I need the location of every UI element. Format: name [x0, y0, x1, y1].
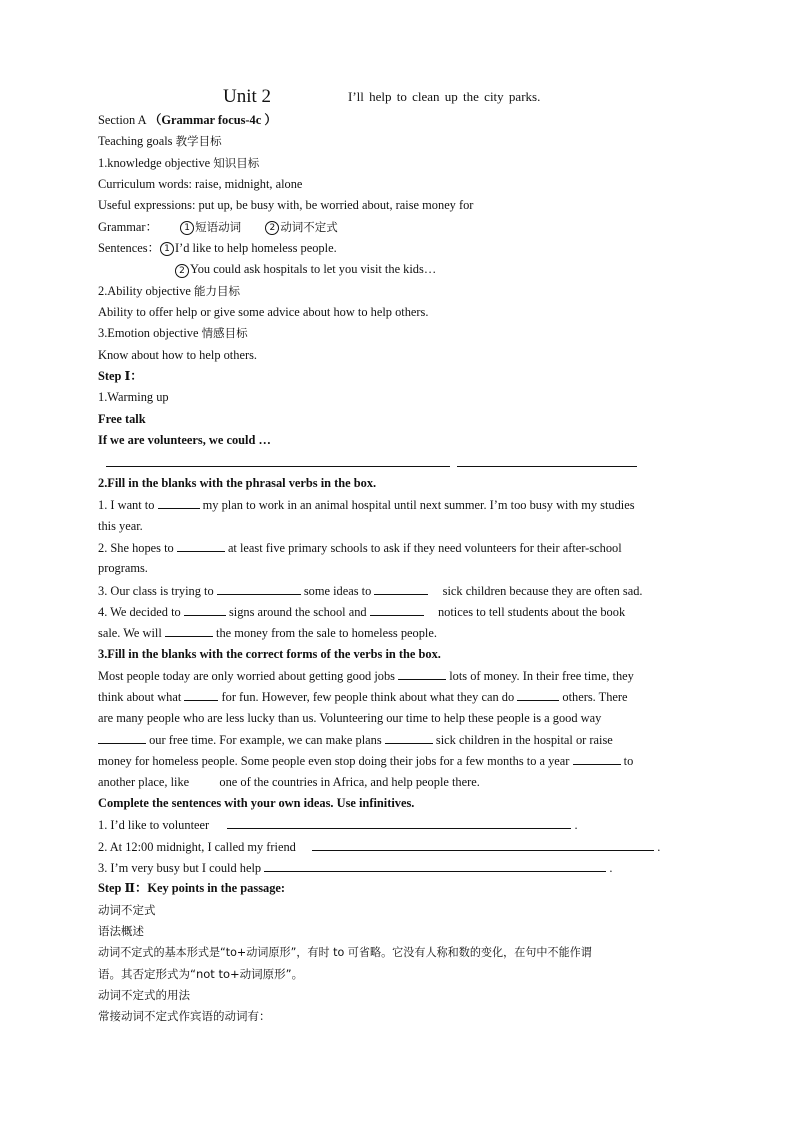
ex3-text: one of the countries in Africa, and help people there.	[219, 774, 480, 789]
circled-number: 1	[160, 242, 174, 256]
ex4-text: 3. I’m very busy but I could help	[98, 861, 262, 876]
period: .	[657, 839, 661, 854]
title-row	[98, 84, 708, 110]
period: .	[609, 861, 613, 876]
unit-title: Unit 2	[223, 86, 272, 107]
step-2-heading: Step Ⅱ：Key points in the passage:	[98, 881, 286, 896]
knowledge-label: 1.knowledge objective	[98, 155, 211, 170]
answer-blank[interactable]	[177, 537, 225, 552]
ex3-line-5	[98, 750, 708, 771]
sentence-1: I’d like to help homeless people.	[174, 241, 337, 256]
answer-blank[interactable]	[517, 686, 559, 701]
worksheet-page	[98, 84, 708, 1028]
ex2-text: 4. We decided to	[98, 604, 181, 619]
answer-blank[interactable]	[398, 665, 446, 680]
sentence-2: You could ask hospitals to let you visit the kids…	[190, 262, 437, 277]
ex3-line-6	[98, 772, 708, 793]
ex2-text: 3. Our class is trying to	[98, 583, 214, 598]
ex2-text: some ideas to	[303, 583, 372, 598]
free-talk-answer-line	[98, 452, 708, 473]
section-label: Section A	[98, 113, 146, 127]
grammar-item-1: 短语动词	[195, 219, 242, 234]
ex3-text: lots of money. In their free time, they	[449, 668, 634, 683]
ex3-text: others. There	[562, 690, 628, 705]
grammar-label: Grammar：	[98, 219, 158, 234]
ex4-text: 2. At 12:00 midnight, I called my friend	[98, 839, 296, 854]
ex3-line-4	[98, 729, 708, 750]
warming-up: 1.Warming up	[98, 390, 169, 405]
ex2-text: the money from the sale to homeless people.	[216, 626, 437, 641]
ex3-text: Most people today are only worried about getting good jobs	[98, 668, 395, 683]
sentences-line-1	[98, 238, 708, 259]
ability-objective	[98, 281, 708, 302]
answer-blank[interactable]	[457, 452, 637, 467]
emotion-label: 3.Emotion objective	[98, 326, 199, 341]
sentences-line-2	[98, 259, 708, 280]
ex4-line-3	[98, 857, 708, 878]
ex3-text: another place, like	[98, 774, 190, 789]
ex3-text: think about what	[98, 690, 182, 705]
ex3-text: sick children in the hospital or raise	[435, 732, 613, 747]
answer-blank[interactable]	[385, 729, 433, 744]
emotion-objective	[98, 323, 708, 344]
ex4-line-1	[98, 814, 708, 835]
ex3-line-1	[98, 665, 708, 686]
free-talk: Free talk	[98, 411, 146, 426]
knowledge-cn: 知识目标	[213, 155, 260, 170]
ability-cn: 能力目标	[194, 283, 241, 298]
grammar-overview: 语法概述	[98, 924, 144, 939]
answer-blank[interactable]	[184, 686, 218, 701]
infinitive-usage: 动词不定式的用法	[98, 988, 190, 1003]
circled-number: 2	[265, 221, 279, 235]
answer-blank[interactable]	[98, 729, 146, 744]
exercise-4-heading: Complete the sentences with your own ideas. Use infinitives.	[98, 796, 415, 810]
ex2-text: signs around the school and	[228, 604, 367, 619]
ability-label: 2.Ability objective	[98, 283, 191, 298]
ex2-text: sale. We will	[98, 626, 162, 641]
answer-blank[interactable]	[165, 622, 213, 637]
exercise-3-heading: 3.Fill in the blanks with the correct forms of the verbs in the box.	[98, 646, 441, 661]
curriculum-words: Curriculum words: raise, midnight, alone	[98, 177, 303, 192]
answer-blank[interactable]	[184, 601, 226, 616]
ex3-line-2	[98, 686, 708, 707]
ex2-text: sick children because they are often sad.	[442, 583, 643, 598]
ex2-text: my plan to work in an animal hospital until next summer. I’m too busy with my studies	[202, 498, 635, 513]
teaching-goals-heading	[98, 131, 708, 152]
grammar-line	[98, 217, 708, 238]
step-1-heading: Step Ⅰ：	[98, 369, 143, 384]
answer-blank[interactable]	[227, 814, 571, 829]
period: .	[574, 818, 578, 833]
section-line	[98, 110, 708, 131]
useful-expressions: Useful expressions: put up, be busy with, be worried about, raise money for	[98, 198, 474, 213]
infinitive-topic: 动词不定式	[98, 902, 156, 917]
knowledge-objective	[98, 153, 708, 174]
ability-text: Ability to offer help or give some advice about how to help others.	[98, 305, 429, 320]
ex4-text: 1. I’d like to volunteer	[98, 818, 210, 833]
circled-number: 2	[175, 264, 189, 278]
answer-blank[interactable]	[573, 750, 621, 765]
teaching-goals-cn: 教学目标	[175, 134, 222, 149]
emotion-text: Know about how to help others.	[98, 347, 257, 362]
exercise-2-heading: 2.Fill in the blanks with the phrasal verbs in the box.	[98, 475, 377, 490]
answer-blank[interactable]	[106, 452, 450, 467]
ex2-line-2: this year.	[98, 518, 143, 533]
grammar-item-2: 动词不定式	[280, 219, 338, 234]
infinitive-object-verbs: 常接动词不定式作宾语的动词有：	[98, 1009, 271, 1024]
ex2-line-4: programs.	[98, 561, 148, 576]
ex2-text: at least five primary schools to ask if they need volunteers for their after-school	[227, 540, 622, 555]
ex4-line-2	[98, 836, 708, 857]
teaching-goals-en: Teaching goals	[98, 134, 173, 149]
sentences-label: Sentences：	[98, 241, 160, 256]
grammar-desc-2: 语。其否定形式为“not to+动词原形”。	[98, 966, 304, 981]
answer-blank[interactable]	[374, 580, 428, 595]
circled-number: 1	[180, 221, 194, 235]
ex2-line-3	[98, 537, 708, 558]
ex2-line-6	[98, 601, 708, 622]
grammar-desc-1: 动词不定式的基本形式是“to+动词原形”，有时 to 可省略。它没有人称和数的变化，在句中不能作谓	[98, 946, 592, 960]
volunteer-prompt: If we are volunteers, we could …	[98, 433, 271, 448]
ex3-text: our free time. For example, we can make plans	[149, 732, 382, 747]
answer-blank[interactable]	[158, 494, 200, 509]
ex3-text: to	[623, 754, 634, 769]
ex2-line-1	[98, 494, 708, 515]
answer-blank[interactable]	[370, 601, 424, 616]
ex2-line-5	[98, 580, 708, 601]
ex2-line-7	[98, 622, 708, 643]
ex3-text: for fun. However, few people think about what they can do	[221, 690, 515, 705]
ex3-line-3: are many people who are less lucky than us. Volunteering our time to help these people is a good way	[98, 710, 602, 725]
ex3-text: money for homeless people. Some people even stop doing their jobs for a few months to a year	[98, 754, 570, 769]
ex2-text: 1. I want to	[98, 498, 155, 513]
ex2-text: 2. She hopes to	[98, 540, 174, 555]
answer-blank[interactable]	[217, 580, 301, 595]
answer-blank[interactable]	[312, 836, 654, 851]
ex2-text: notices to tell students about the book	[437, 604, 626, 619]
answer-blank[interactable]	[264, 857, 606, 872]
emotion-cn: 情感目标	[201, 326, 248, 341]
section-detail: （Grammar focus-4c ）	[148, 113, 277, 127]
unit-subtitle: I’ll help to clean up the city parks.	[348, 89, 541, 104]
